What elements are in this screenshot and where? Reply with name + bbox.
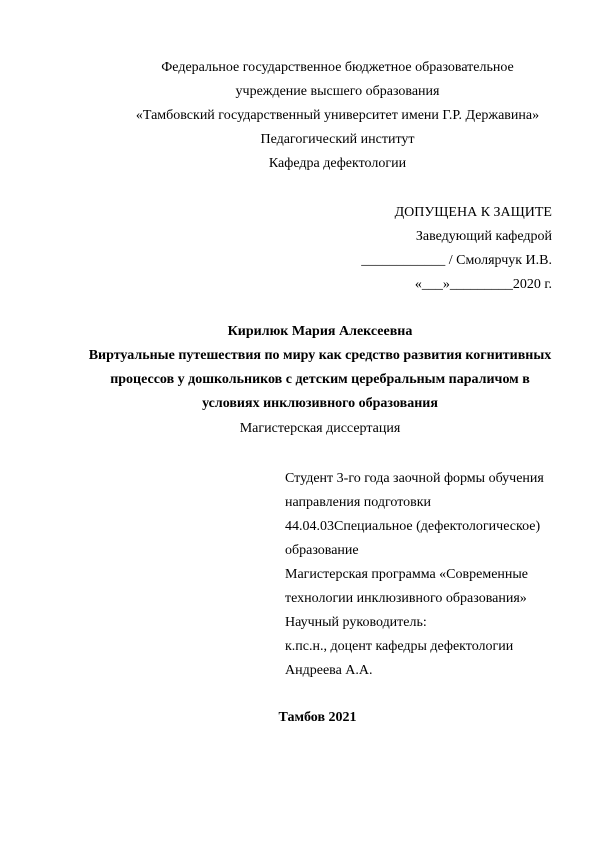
- approval-status: ДОПУЩЕНА К ЗАЩИТЕ: [394, 205, 552, 220]
- approval-signature: ____________ / Смолярчук И.В.: [361, 253, 552, 268]
- thesis-title-line: Виртуальные путешествия по миру как средство развития когнитивных: [88, 348, 552, 363]
- student-line: направления подготовки: [285, 495, 432, 510]
- student-info-block: [285, 467, 560, 683]
- title-block: [0, 320, 595, 441]
- supervisor-label: Научный руководитель:: [285, 615, 427, 630]
- thesis-title-line: условиях инклюзивного образования: [202, 396, 438, 411]
- student-line: образование: [285, 543, 359, 558]
- approval-date: «___»_________2020 г.: [414, 277, 552, 292]
- city-year: Тамбов 2021: [278, 710, 357, 725]
- supervisor-name: Андреева А.А.: [285, 663, 373, 678]
- header-line-federal: Федеральное государственное бюджетное образовательное: [161, 60, 514, 75]
- student-line: Студент 3-го года заочной формы обучения: [285, 471, 544, 486]
- header-line-institution-type: учреждение высшего образования: [235, 84, 440, 99]
- thesis-title-line: процессов у дошкольников с детским церебральным параличом в: [110, 372, 530, 387]
- supervisor-title: к.пс.н., доцент кафедры дефектологии: [285, 639, 514, 654]
- approval-block: [361, 201, 552, 297]
- student-line: 44.04.03Специальное (дефектологическое): [285, 519, 541, 534]
- author-name: Кирилюк Мария Алексеевна: [227, 324, 413, 339]
- student-line: технологии инклюзивного образования»: [285, 591, 527, 606]
- institution-header: [0, 56, 595, 176]
- document-kind: Магистерская диссертация: [239, 421, 401, 436]
- header-line-university: «Тамбовский государственный университет имени Г.Р. Державина»: [135, 108, 540, 123]
- header-line-department: Кафедра дефектологии: [268, 156, 407, 171]
- student-line: Магистерская программа «Современные: [285, 567, 529, 582]
- thesis-title: [70, 344, 570, 416]
- header-line-institute: Педагогический институт: [260, 132, 415, 147]
- approval-role: Заведующий кафедрой: [415, 229, 552, 244]
